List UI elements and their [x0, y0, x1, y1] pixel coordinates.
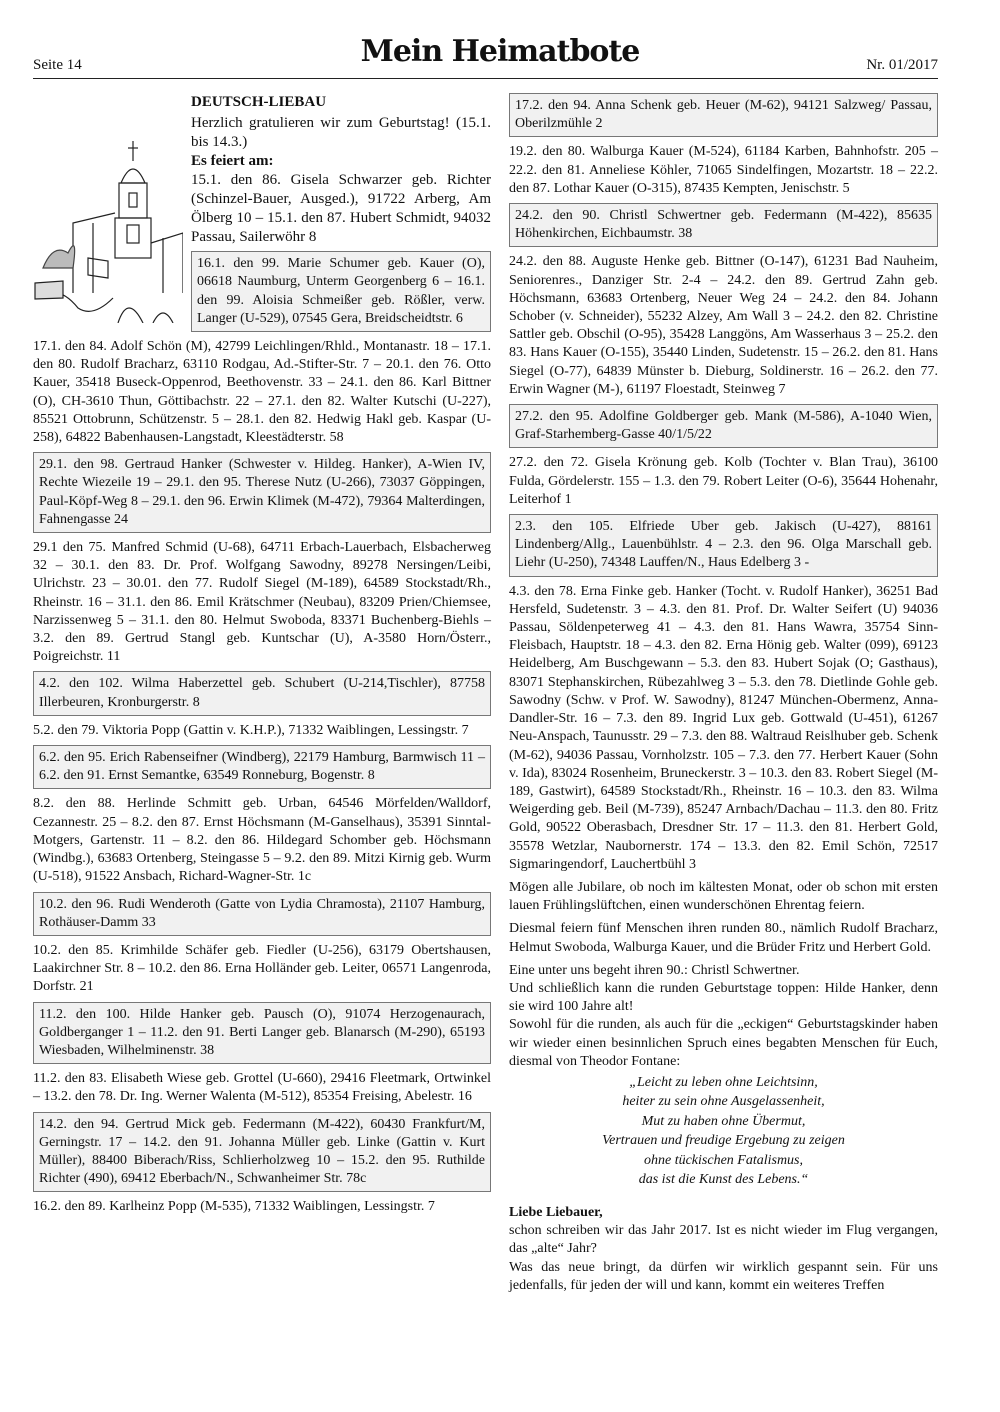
- intro-text: Herzlich gratulieren wir zum Geburtstag! (15.1. bis 14.3.): [191, 115, 491, 151]
- section-title: DEUTSCH-LIEBAU: [191, 94, 327, 110]
- issue-number: Nr. 01/2017: [866, 57, 938, 73]
- intro-subtitle: Es feiert am:: [191, 153, 274, 170]
- birthday-highlight-box: 2.3. den 105. Elfriede Uber geb. Jakisch (U-427), 88161 Lindenberg/Allg., Lauenbühlstr. 4 – 2.3. den 96. Olga Marschall geb. Liehr (U-250), 74348 Lauffen/N., Haus Edelberg 3 -: [509, 514, 938, 577]
- poem-line: Mut zu haben ohne Übermut,: [641, 1113, 806, 1129]
- poem-line: Vertrauen und freudige Ergebung zu zeigen: [602, 1133, 845, 1149]
- birthday-entry: 10.2. den 85. Krimhilde Schäfer geb. Fiedler (U-256), 63179 Obertshausen, Laakirchner Str. 8 – 10.2. den 86. Erna Holländer geb. Leiter, 06571 Langenroda, Dorfstr. 21: [33, 942, 491, 995]
- closing-paragraph: Mögen alle Jubilare, ob noch im kältesten Monat, oder ob schon mit ersten lauen Frühlingslüftchen, einen wunderschönen Ehrentag feiern.: [509, 879, 938, 914]
- right-column: [509, 93, 938, 1295]
- header-rule: [33, 78, 938, 79]
- closing-paragraph: schon schreiben wir das Jahr 2017. Ist es nicht wieder im Flug vergangen, das „alte“ Jahr?: [509, 1223, 938, 1257]
- birthday-highlight-box: 11.2. den 100. Hilde Hanker geb. Pausch (O), 91074 Herzogenaurach, Goldberganger 1 – 11.2. den 91. Berti Langer geb. Blanarsch (M-290), 65193 Wiesbaden, Wilhelminenstr. 38: [33, 1002, 491, 1065]
- birthday-entry: 16.2. den 89. Karlheinz Popp (M-535), 71332 Waiblingen, Lessingstr. 7: [33, 1199, 435, 1215]
- birthday-entry: 24.2. den 88. Auguste Henke geb. Bittner (O-147), 61231 Bad Nauheim, Seniorenres., Danziger Str. 2-4 – 24.2. den 89. Gertrud Zahn geb. Höchsmann, 63683 Ortenberg, Neuer Weg 24 – 24.2. den 84. Johann Schober (v. Schneider), 55232 Alzey, Am Wall 3 – 24.2. den 82. Christine Sattler geb. Obschil (O-95), 35428 Langgöns, Am Wasserhaus 3 – 25.2. den 83. Hans Kauer (O-155), 35440 Linden, Sudetenstr. 15 – 26.2. den 81. Hans Siegel (O-77), 64839 Münster b. Dieburg, Soldinerstr. 16 – 26.2. den 77. Erwin Wagner (M-), 61197 Floestadt, Steinweg 7: [509, 254, 938, 397]
- closing-paragraph: Sowohl für die runden, als auch für die „eckigen“ Geburtstagskinder haben wir wieder einen besinnlichen Spruch eines begabten Menschen für Euch, diesmal von Theodor Fontane:: [509, 1017, 938, 1069]
- closing-paragraph: Was das neue bringt, da dürfen wir wirklich gespannt sein. Für uns jedenfalls, für jeden der will und kann, kommt ein weiteres Treffen: [509, 1259, 938, 1293]
- birthday-highlight-box: 17.2. den 94. Anna Schenk geb. Heuer (M-62), 94121 Salzweg/ Passau, Oberilzmühle 2: [509, 93, 938, 137]
- birthday-highlight-box: 29.1. den 98. Gertraud Hanker (Schwester v. Hildeg. Hanker), A-Wien IV, Rechte Wiezeile 19 – 29.1. den 95. Therese Nutz (U-266), 73037 Göppingen, Paul-Köpf-Weg 8 – 29.1. den 96. Erwin Klimek (M-472), 79364 Malterdingen, Fahnengasse 24: [33, 452, 491, 533]
- fontane-poem: [509, 1073, 938, 1190]
- birthday-entry: 11.2. den 83. Elisabeth Wiese geb. Grottel (U-660), 29416 Fleetmark, Ortwinkel – 13.2. den 78. Dr. Ing. Werner Walenta (M-512), 85354 Freising, Abelestr. 16: [33, 1071, 491, 1105]
- birthday-entry: 19.2. den 80. Walburga Kauer (M-524), 61184 Karben, Bahnhofstr. 205 – 22.2. den 81. Anneliese Köhler, 71065 Sindelfingen, Mozartstr. 18 – 22.2. den 87. Lothar Kauer (O-315), 87435 Kempten, Jenischstr. 5: [509, 144, 938, 196]
- birthday-entry: 8.2. den 88. Herlinde Schmitt geb. Urban, 64546 Mörfelden/Walldorf, Cezannestr. 25 – 8.2. den 87. Ernst Höchsmann (M-Ganselhaus), 35391 Sinntal-Motgers, Gartenstr. 11 – 8.2. den 86. Hildegard Schomber geb. Höchsmann (Windbg.), 63683 Ortenberg, Steingasse 5 – 9.2. den 89. Mitzi Kirnig geb. Wurm (U-518), 91522 Ansbach, Richard-Wagner-Str. 1c: [33, 796, 491, 885]
- greeting: Liebe Liebauer,: [509, 1204, 603, 1220]
- poem-line: das ist die Kunst des Lebens.“: [638, 1172, 809, 1188]
- birthday-entry: 29.1 den 75. Manfred Schmid (U-68), 64711 Erbach-Lauerbach, Elsbacherweg 32 – 30.1. den 83. Dr. Prof. Wolfgang Sawodny, 89278 Nersingen/Leibi, Ulrichstr. 23 – 30.01. den 77. Rudolf Siegel (M-189), 64589 Stockstadt/Rh., Rheinstr. 16 – 31.1. den 86. Emil Krätschmer (Neubau), 83209 Prien/Chiemsee, Narzissenweg 5 – 31.1. den 80. Helmut Swoboda, 83371 Buchenberg-Biehls – 3.2. den 89. Gertrud Stangl geb. Kuntschar (U), A-3580 Horn/Österr., Poigreichstr. 11: [33, 540, 491, 665]
- birthday-highlight-box: 24.2. den 90. Christl Schwertner geb. Federmann (M-422), 85635 Höhenkirchen, Eichbaumstr. 38: [509, 203, 938, 247]
- closing-paragraph: Eine unter uns begeht ihren 90.: Christl Schwertner.: [509, 962, 800, 978]
- closing-paragraph: Diesmal feiern fünf Menschen ihren runden 80., nämlich Rudolf Bracharz, Helmut Swoboda, Walburga Kauer, und die Brüder Fritz und Herbert Gold.: [509, 921, 938, 955]
- birthday-highlight-box: 6.2. den 95. Erich Rabenseifner (Windberg), 22179 Hamburg, Barmwisch 11 – 6.2. den 91. Ernst Semantke, 63549 Ronneburg, Bogenstr. 8: [33, 745, 491, 789]
- birthday-entry: 27.2. den 72. Gisela Krönung geb. Kolb (Tochter v. Blan Trau), 36100 Fulda, Gördelerstr. 155 – 1.3. den 79. Robert Leiter (O-6), 35644 Hohenahr, Leiterhof 1: [509, 455, 938, 507]
- birthday-entry: 5.2. den 79. Viktoria Popp (Gattin v. K.H.P.), 71332 Waiblingen, Lessingstr. 7: [33, 722, 469, 738]
- birthday-entry: 17.1. den 84. Adolf Schön (M), 42799 Leichlingen/Rhld., Montanastr. 18 – 17.1. den 80. Rudolf Bracharz, 63110 Rodgau, Ad.-Stifter-Str. 7 – 20.1. den 76. Otto Kauer, 35418 Buseck-Oppenrod, Beethovenstr. 33 – 24.1. den 86. Karl Bittner (O), CH-3610 Thun, Göttibachstr. 22 – 27.1. den 82. Walter Kutschi (U-227), 85521 Ottobrunn, Schützenstr. 5 – 28.1. den 82. Hedwig Hakl geb. Kaspar (U-258), 64822 Babenhausen-Langstadt, Kleestädterstr. 58: [33, 339, 491, 446]
- newspaper-title: Mein Heimatbote: [360, 34, 640, 69]
- page-number: Seite 14: [33, 57, 82, 73]
- church-illustration: [33, 93, 183, 323]
- birthday-highlight-box: 14.2. den 94. Gertrud Mick geb. Federmann (M-422), 60430 Frankfurt/M, Gerningstr. 17 – 14.2. den 91. Johanna Müller geb. Linke (Gattin v. Kurt Müller), 88400 Biberach/Riss, Schlierholzweg 10 – 15.2. den 95. Ruthilde Richter (490), 69412 Eberbach/N., Schwanheimer Str. 78c: [33, 1112, 491, 1193]
- closing-paragraph: Und schließlich kann die runden Geburtstage toppen: Hilde Hanker, denn sie wird 100 Jahre alt!: [509, 980, 938, 1015]
- birthday-entry: 15.1. den 86. Gisela Schwarzer geb. Richter (Schinzel-Bauer, Ausged.), 91722 Arberg, Am Ölberg 10 – 15.1. den 87. Hubert Schmidt, 94032 Passau, Sailerwöhr 8: [191, 172, 491, 246]
- poem-line: ohne tückischen Fatalismus,: [643, 1152, 804, 1168]
- poem-line: „Leicht zu leben ohne Leichtsinn,: [629, 1074, 818, 1090]
- poem-line: heiter zu sein ohne Ausgelassenheit,: [622, 1094, 825, 1110]
- left-column: [33, 93, 491, 1222]
- birthday-entry: 4.3. den 78. Erna Finke geb. Hanker (Tocht. v. Rudolf Hanker), 36251 Bad Hersfeld, Sudetenstr. 3 – 4.3. den 81. Prof. Dr. Walter Seifert (U) 94036 Passau, Söldenpeterweg 41 – 4.3. den 81. Hans Wawra, 35754 Sinn-Fleisbach, Hauptstr. 18 – 4.3. den 82. Erna Hönig geb. Walter (099), 69123 Heidelberg, Am Buschgewann – 5.3. den 83. Hubert Sojak (O; Gasthaus), 83071 Stephanskirchen, Rübezahlweg 3 – 5.3. den 78. Dietlinde Gohle geb. Sawodny (Schw. v Prof. W. Sawodny), 81247 München-Obermenz, Anna-Dandler-Str. 16 – 7.3. den 89. Ingrid Lux geb. Gottwald (U-451), 61267 Neu-Anspach, Taunusstr. 29 – 7.3. den 88. Waltraud Reislhuber geb. Schenk (M-62), 94036 Passau, Vornholzstr. 105 – 7.3. den 77. Herbert Kauer (Sohn v. Ida), 83024 Rosenheim, Bruneckerstr. 3 – 10.3. den 83. Robert Siegel (M-189, Gastwirt), 64589 Stockstadt/Rh., Rheinstr. 16 – 10.3. den 83. Wilma Weigerding geb. Beil (M-739), 85247 Arnbach/Dachau – 11.3. den 80. Fritz Gold, 90522 Oberasbach, Dresdner Str. 17 – 11.3. den 81. Herbert Gold, 35578 Wetzlar, Naubornerstr. 174 – 13.3. den 82. Emil Schön, 72517 Sigmaringendorf, Lauchertbühl 3: [509, 583, 938, 872]
- birthday-highlight-box: 10.2. den 96. Rudi Wenderoth (Gatte von Lydia Chramosta), 21107 Hamburg, Rothäuser-Damm 33: [33, 892, 491, 936]
- birthday-highlight-box: 16.1. den 99. Marie Schumer geb. Kauer (O), 06618 Naumburg, Unterm Georgenberg 6 – 16.1. den 99. Aloisia Schmeißer geb. Rößler, verw. Langer (U-529), 07545 Gera, Breidscheidtstr. 6: [191, 251, 491, 332]
- birthday-highlight-box: 4.2. den 102. Wilma Haberzettel geb. Schubert (U-214,Tischler), 87758 Illerbeuren, Kronburgerstr. 8: [33, 671, 491, 715]
- birthday-highlight-box: 27.2. den 95. Adolfine Goldberger geb. Mank (M-586), A-1040 Wien, Graf-Starhemberg-Gasse 40/1/5/22: [509, 404, 938, 448]
